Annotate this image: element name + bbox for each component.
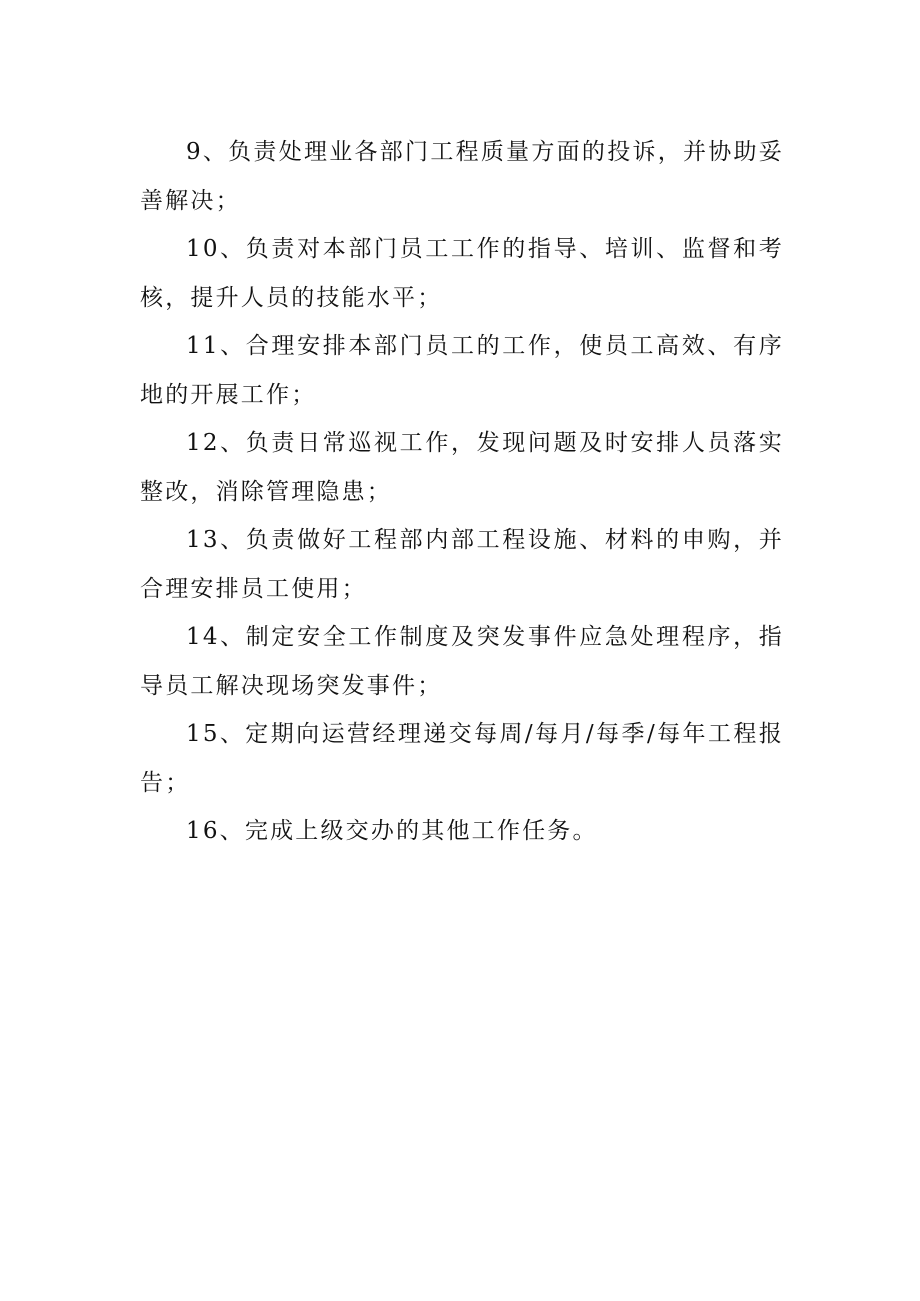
list-item: 10、负责对本部门员工工作的指导、培训、监督和考核，提升人员的技能水平； (140, 236, 784, 311)
list-item: 15、定期向运营经理递交每周/每月/每季/每年工程报告； (140, 721, 784, 796)
list-item: 14、制定安全工作制度及突发事件应急处理程序，指导员工解决现场突发事件； (140, 624, 784, 699)
list-item: 16、完成上级交办的其他工作任务。 (186, 818, 598, 844)
list-item: 12、负责日常巡视工作，发现问题及时安排人员落实整改，消除管理隐患； (140, 430, 784, 505)
list-item: 13、负责做好工程部内部工程设施、材料的申购，并合理安排员工使用； (140, 527, 784, 602)
list-item: 11、合理安排本部门员工的工作，使员工高效、有序地的开展工作； (140, 333, 784, 408)
duty-list (140, 128, 784, 856)
list-item: 9、负责处理业各部门工程质量方面的投诉，并协助妥善解决； (140, 139, 784, 214)
